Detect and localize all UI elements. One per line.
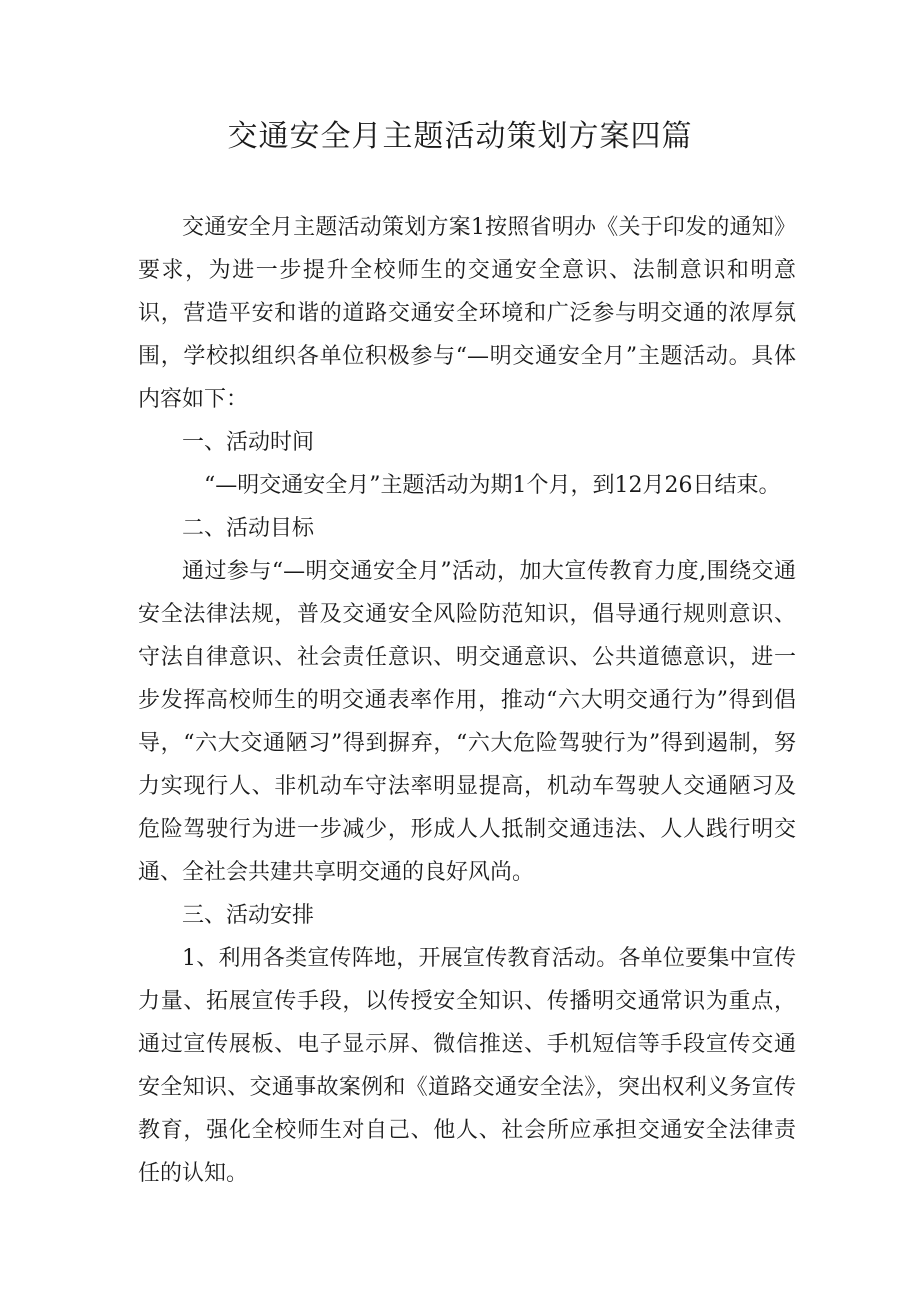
- goal-paragraph: 通过参与“—明交通安全月”活动，加大宣传教育力度,围绕交通安全法律法规，普及交通安全风险防范知识，倡导通行规则意识、守法自律意识、社会责任意识、明交通意识、公共道德意识，进一步发挥高校师生的明交通表率作用，推动“六大明交通行为”得到倡导，“六大交通陋习”得到摒弃，“六大危险驾驶行为”得到遏制，努力实现行人、非机动车守法率明显提高，机动车驾驶人交通陋习及危险驾驶行为进一步减少，形成人人抵制交通违法、人人践行明交通、全社会共建共享明交通的良好风尚。: [138, 559, 796, 885]
- section-heading-time: 一、活动时间: [182, 430, 315, 455]
- section-heading-goal: 二、活动目标: [182, 516, 315, 541]
- arrangement-paragraph-1: 1、利用各类宣传阵地，开展宣传教育活动。各单位要集中宣传力量、拓展宣传手段，以传授安全知识、传播明交通常识为重点，通过宣传展板、电子显示屏、微信推送、手机短信等手段宣传交通安全知识、交通事故案例和《道路交通安全法》，突出权利义务宣传教育，强化全校师生对自己、他人、社会所应承担交通安全法律责任的认知。: [138, 946, 796, 1186]
- section-heading-arrangement: 三、活动安排: [182, 903, 315, 928]
- document-title: 交通安全月主题活动策划方案四篇: [227, 119, 693, 154]
- intro-paragraph: 交通安全月主题活动策划方案1按照省明办《关于印发的通知》要求，为进一步提升全校师生的交通安全意识、法制意识和明意识，营造平安和谐的道路交通安全环境和广泛参与明交通的浓厚氛围，学校拟组织各单位积极参与“—明交通安全月”主题活动。具体内容如下：: [138, 215, 796, 412]
- document-body: [138, 206, 796, 1195]
- time-paragraph: “—明交通安全月”主题活动为期1个月，到12月26日结束。: [204, 473, 781, 498]
